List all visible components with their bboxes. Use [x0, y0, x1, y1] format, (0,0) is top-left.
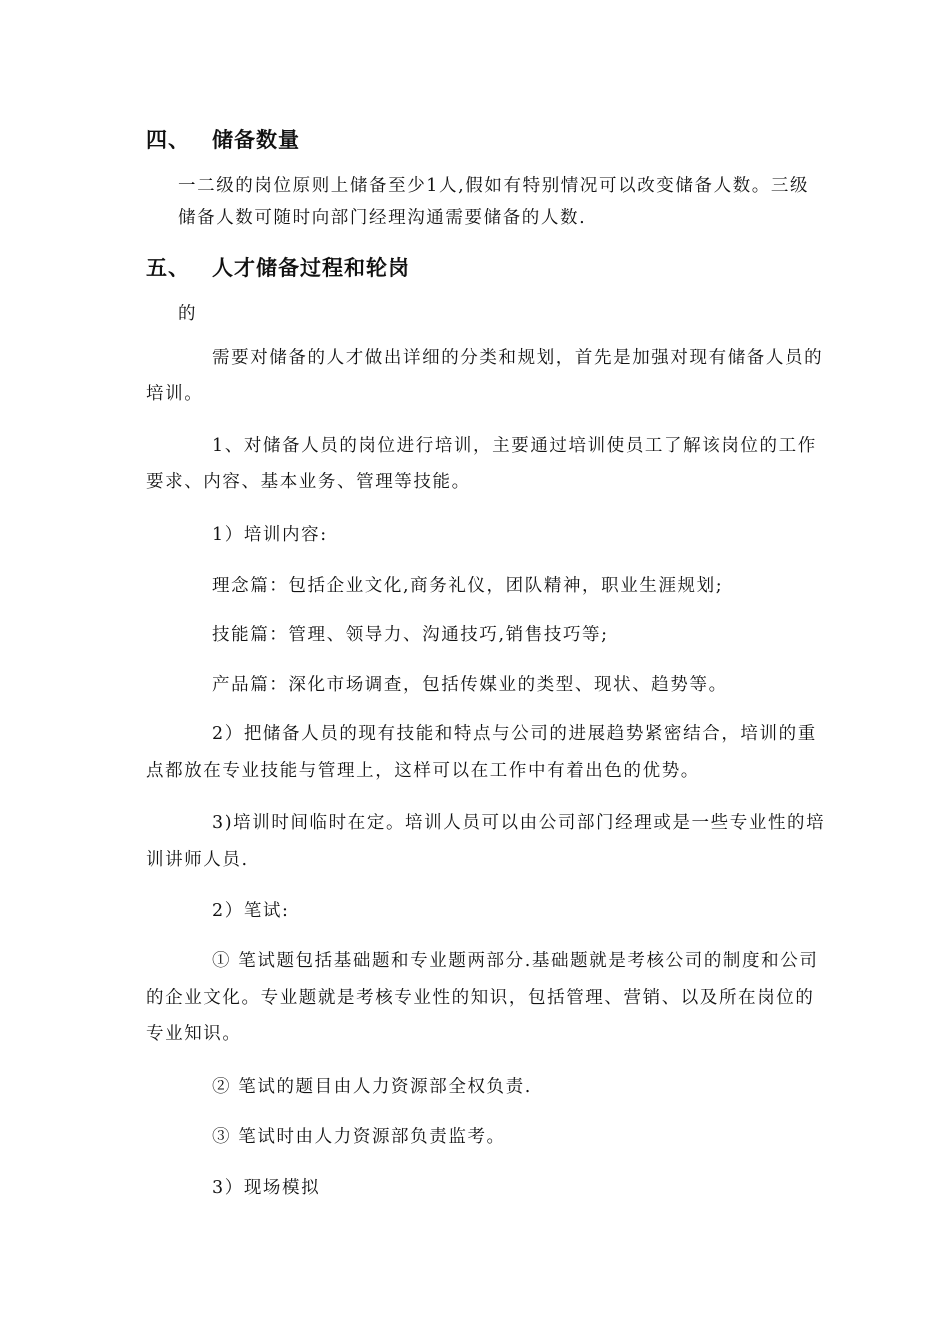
exam-1-line-2: 的企业文化。专业题就是考核专业性的知识，包括管理、营销、以及所在岗位的 [146, 988, 815, 1008]
sub-2-line-1: 2）把储备人员的现有技能和特点与公司的进展趋势紧密结合，培训的重 [212, 724, 817, 744]
section-4-line-1: 一二级的岗位原则上储备至少1人,假如有特别情况可以改变储备人数。三级 [178, 176, 810, 196]
section-5-number: 五、 [146, 256, 190, 280]
simulation-title: 3）现场模拟 [212, 1178, 321, 1198]
section-5-title: 人才储备过程和轮岗 [212, 256, 410, 280]
intro-line-2: 培训。 [146, 384, 204, 404]
section-5-heading [146, 252, 410, 282]
sub-3-line-1: 3)培训时间临时在定。培训人员可以由公司部门经理或是一些专业性的培 [212, 813, 826, 833]
item-1-line-2: 要求、内容、基本业务、管理等技能。 [146, 472, 471, 492]
content-line-skill: 技能篇：管理、领导力、沟通技巧,销售技巧等; [212, 625, 609, 645]
exam-title: 2）笔试: [212, 901, 290, 921]
content-line-concept: 理念篇：包括企业文化,商务礼仪，团队精神，职业生涯规划; [212, 576, 724, 596]
exam-1-line-1: ① 笔试题包括基础题和专业题两部分.基础题就是考核公司的制度和公司 [212, 951, 819, 971]
training-content-title: 1）培训内容: [212, 525, 328, 545]
exam-2-line: ② 笔试的题目由人力资源部全权负责. [212, 1077, 532, 1097]
section-4-number: 四、 [146, 128, 190, 152]
exam-1-line-3: 专业知识。 [146, 1024, 242, 1044]
exam-3-line: ③ 笔试时由人力资源部负责监考。 [212, 1127, 506, 1147]
section-4-heading [146, 124, 300, 154]
intro-line-1: 需要对储备的人才做出详细的分类和规划，首先是加强对现有储备人员的 [212, 348, 824, 368]
section-4-line-2: 储备人数可随时向部门经理沟通需要储备的人数. [178, 208, 587, 228]
fragment-text: 的 [178, 304, 198, 324]
content-line-product: 产品篇：深化市场调查，包括传媒业的类型、现状、趋势等。 [212, 675, 728, 695]
sub-2-line-2: 点都放在专业技能与管理上，这样可以在工作中有着出色的优势。 [146, 761, 700, 781]
item-1-line-1: 1、对储备人员的岗位进行培训，主要通过培训使员工了解该岗位的工作 [212, 436, 817, 456]
sub-3-line-2: 训讲师人员. [146, 850, 249, 870]
section-4-title: 储备数量 [212, 128, 300, 152]
